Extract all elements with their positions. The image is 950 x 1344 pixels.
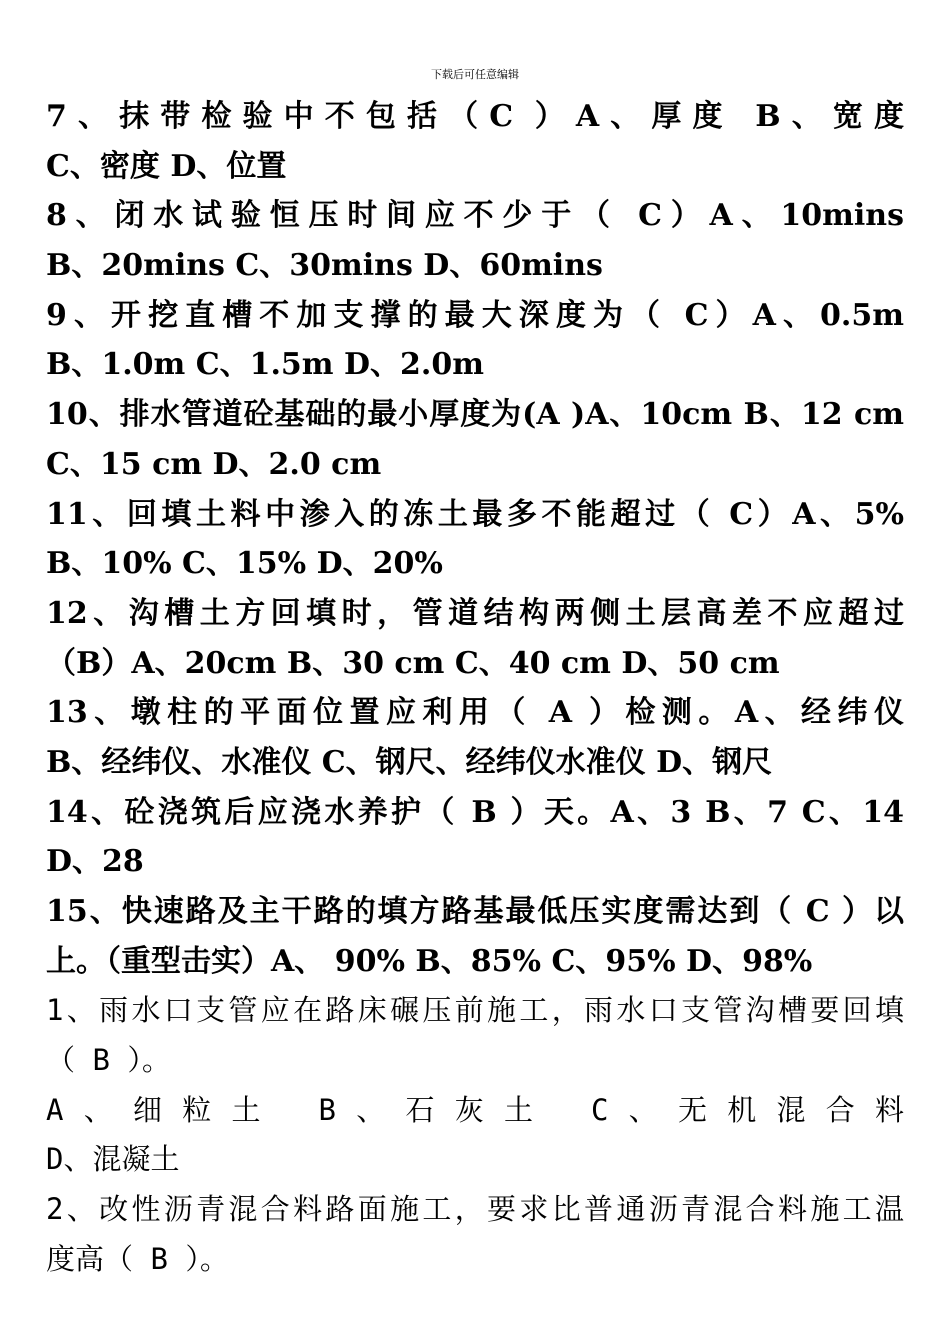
text-line: C、密度 D、位置 bbox=[46, 148, 287, 184]
text-line: C、15 cm D、2.0 cm bbox=[46, 446, 382, 482]
text-line: 2、改性沥青混合料路面施工，要求比普通沥青混合料施工温 bbox=[46, 1192, 904, 1227]
text-line: 14、砼浇筑后应浇水养护（ B ）天。A、3 B、7 C、14 bbox=[46, 794, 904, 830]
text-line: B、1.0m C、1.5m D、2.0m bbox=[46, 347, 484, 383]
text-line: 9、开挖直槽不加支撑的最大深度为（ C）A、0.5m bbox=[46, 297, 904, 333]
text-line: 1、雨水口支管应在路床碾压前施工，雨水口支管沟槽要回填 bbox=[46, 993, 904, 1028]
text-line: B、经纬仪、水准仪 C、钢尺、经纬仪水准仪 D、钢尺 bbox=[46, 744, 773, 780]
text-line: A、细粒土 B、石灰土 C、无机混合料 bbox=[46, 1092, 904, 1127]
text-line: 12、沟槽土方回填时，管道结构两侧土层高差不应超过 bbox=[46, 595, 904, 631]
text-line: 上。（重型击实）A、 90% B、85% C、95% D、98% bbox=[46, 943, 813, 979]
page-header: 下载后可任意编辑 bbox=[431, 68, 519, 81]
text-line: （ B ）。 bbox=[46, 1043, 171, 1078]
text-line: 13、墩柱的平面位置应利用（ A ）检测。A、经纬仪 bbox=[46, 695, 904, 731]
text-line: 8、闭水试验恒压时间应不少于（ C）A、10mins bbox=[46, 198, 904, 234]
text-line: 11、回填土料中渗入的冻土最多不能超过（ C）A、5% bbox=[46, 496, 904, 532]
text-line: D、28 bbox=[46, 844, 144, 880]
text-line: 10、排水管道砼基础的最小厚度为(A )A、10cm B、12 cm bbox=[46, 397, 904, 433]
text-line: B、20mins C、30mins D、60mins bbox=[46, 248, 603, 284]
text-line: D、混凝土 bbox=[46, 1142, 180, 1177]
text-line: B、10% C、15% D、20% bbox=[46, 546, 443, 582]
text-line: 度高（ B ）。 bbox=[46, 1241, 229, 1276]
text-line: 7、抹带检验中不包括（C ）A、厚度 B、宽度 bbox=[46, 99, 904, 134]
text-line: （B）A、20cm B、30 cm C、40 cm D、50 cm bbox=[46, 645, 780, 681]
text-line: 15、快速路及主干路的填方路基最低压实度需达到（ C ）以 bbox=[46, 894, 904, 929]
document-body bbox=[46, 92, 904, 1285]
